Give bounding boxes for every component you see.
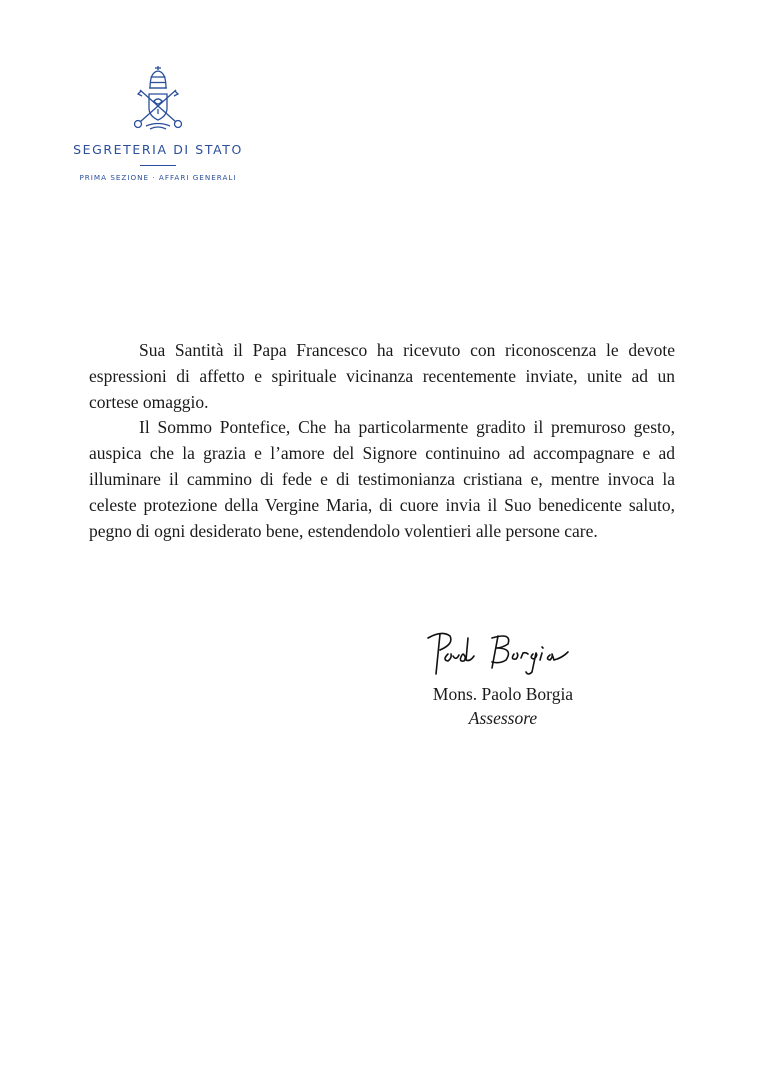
letterhead-divider (140, 165, 176, 166)
signatory-name: Mons. Paolo Borgia (432, 684, 574, 704)
papal-coat-of-arms-icon (128, 64, 188, 132)
section-title: PRIMA SEZIONE · AFFARI GENERALI (79, 173, 237, 182)
body-paragraph-2: Il Sommo Pontefice, Che ha particolarmente gradito il premuroso gesto, auspica che la grazia e l’amore del Signore continuino ad accompagnare e ad illuminare il cammino di fede e di testimonianza cristiana e, mentre invoca la celeste protezione della Vergine Maria, di cuore invia il Suo benedicente saluto, pegno di ogni desiderato bene, estendendolo volentieri alle persone care. (89, 417, 675, 541)
signature-block (408, 628, 598, 730)
office-title: SEGRETERIA DI STATO (73, 142, 243, 157)
signatory-title: Assessore (468, 708, 538, 728)
body-paragraph-1: Sua Santità il Papa Francesco ha ricevuto con riconoscenza le devote espressioni di affetto e spirituale vicinanza recentemente inviate, unite ad un cortese omaggio. (89, 340, 675, 412)
letter-body (89, 338, 675, 544)
letterhead (48, 64, 268, 182)
handwritten-signature-icon (422, 628, 572, 680)
